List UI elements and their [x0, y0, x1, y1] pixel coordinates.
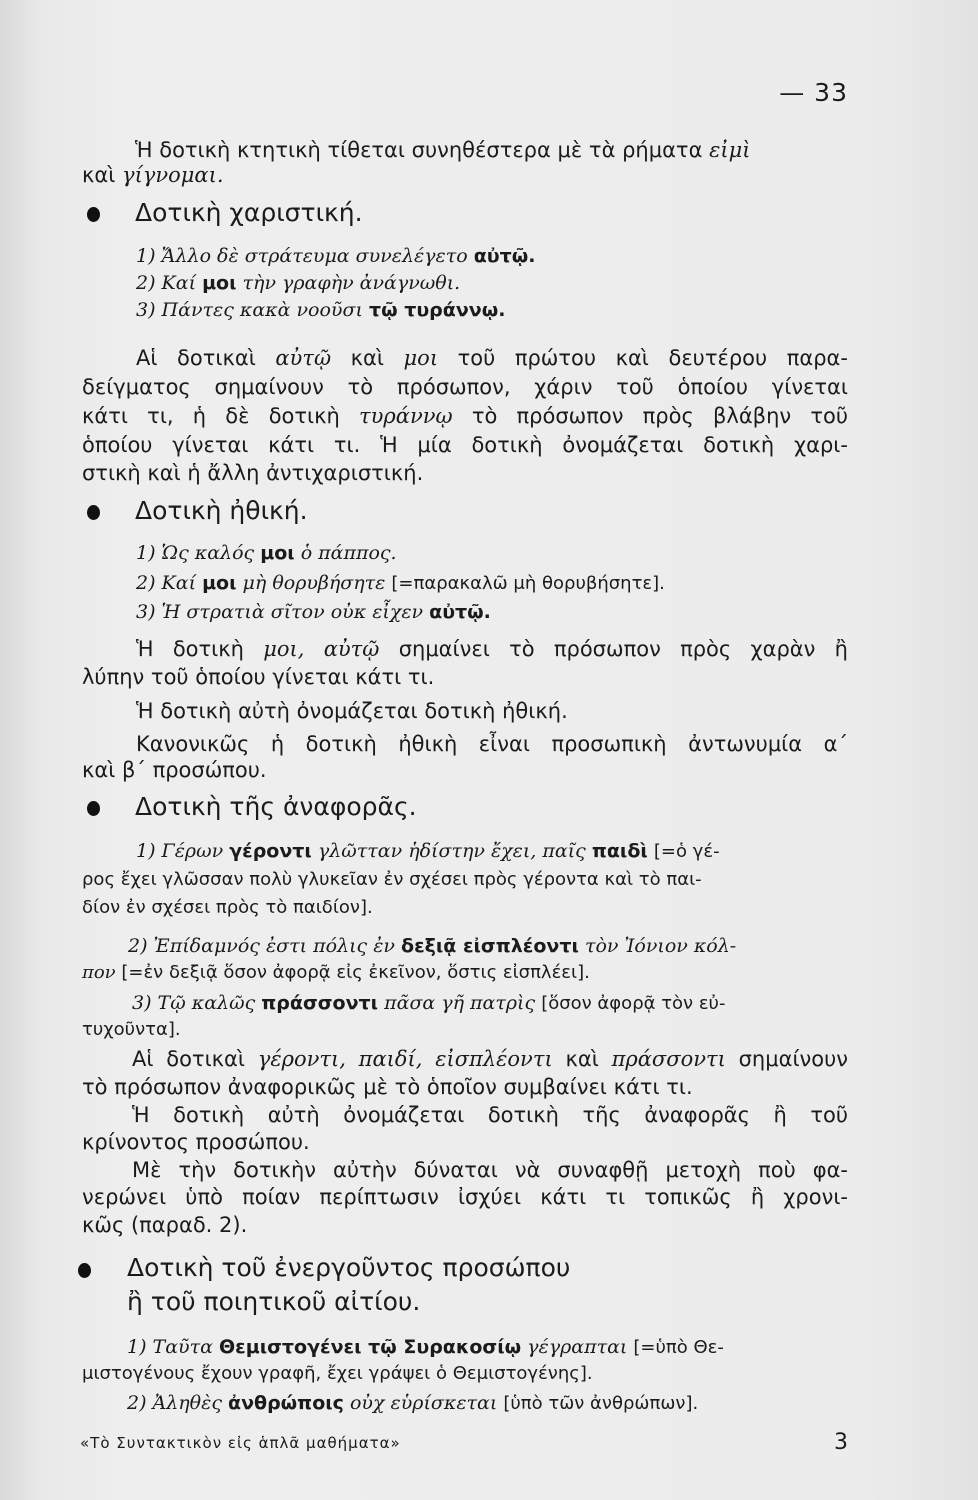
bullet-icon — [87, 505, 100, 520]
example-2-3: 3) Ἡ στρατιὰ σῖτον οὐκ εἶχεν αὐτῷ. — [136, 601, 491, 623]
bullet-icon — [78, 1263, 91, 1278]
bullet-icon — [87, 207, 100, 222]
s3-para-line-3: Ἡ δοτικὴ αὐτὴ ὀνομάζεται δοτικὴ τῆς ἀναφορᾶς ἢ τοῦ — [132, 1103, 848, 1127]
s1-para-line-5: στικὴ καὶ ἡ ἄλλη ἀντιχαριστική. — [82, 461, 424, 485]
s3-para-line-1: Αἱ δοτικαὶ γέροντι, παιδί, εἰσπλέοντι καὶ πράσσοντι σημαίνουν — [132, 1047, 849, 1071]
intro-line-1 — [135, 137, 751, 163]
example-3-1-line-2: ρος ἔχει γλῶσσαν πολὺ γλυκεῖαν ἐν σχέσει πρὸς γέροντα καὶ τὸ παι- — [82, 869, 702, 890]
example-1-1: 1) Ἄλλο δὲ στράτευμα συνελέγετο αὐτῷ. — [136, 245, 536, 267]
intro-line-2 — [82, 162, 224, 188]
example-2-1: 1) Ὡς καλός μοι ὁ πάππος. — [136, 542, 397, 564]
example-1-2: 2) Καί μοι τὴν γραφὴν ἀνάγνωθι. — [136, 272, 461, 294]
example-3-1: 1) Γέρων γέροντι γλῶτταν ἡδίστην ἔχει, παῖς παιδὶ [=ὁ γέ- — [136, 840, 720, 862]
footer-signature-number: 3 — [834, 1430, 848, 1455]
s3-para-line-6: νερώνει ὑπὸ ποίαν περίπτωσιν ἰσχύει κάτι τι τοπικῶς ἢ χρονι- — [82, 1185, 848, 1209]
heading-dative-of-agent-line-2: ἢ τοῦ ποιητικοῦ αἰτίου. — [127, 1287, 421, 1316]
s2-para-line-4: Κανονικῶς ἡ δοτικὴ ἠθικὴ εἶναι προσωπικὴ ἀντωνυμία α΄ — [136, 732, 848, 756]
bullet-icon — [87, 801, 100, 816]
heading-dative-of-interest: Δοτικὴ χαριστική. — [135, 198, 363, 227]
s2-para-line-5: καὶ β΄ προσώπου. — [82, 758, 267, 782]
page-number: — 33 — [779, 78, 848, 107]
s1-para-line-4: ὁποίου γίνεται κάτι τι. Ἡ μία δοτικὴ ὀνομάζεται δοτικὴ χαρι- — [82, 433, 848, 457]
s3-para-line-2: τὸ πρόσωπον ἀναφορικῶς μὲ τὸ ὁποῖον συμβαίνει κάτι τι. — [82, 1075, 693, 1099]
s3-para-line-5: Μὲ τὴν δοτικὴν αὐτὴν δύναται νὰ συναφθῇ μετοχὴ ποὺ φα- — [132, 1158, 848, 1182]
s3-para-line-4: κρίνοντος προσώπου. — [82, 1130, 310, 1154]
heading-dative-of-reference: Δοτικὴ τῆς ἀναφορᾶς. — [135, 792, 417, 821]
example-3-1-line-3: δίον ἐν σχέσει πρὸς τὸ παιδίον]. — [82, 897, 373, 918]
example-2-2: 2) Καί μοι μὴ θορυβήσητε [=παρακαλῶ μὴ θορυβήσητε]. — [136, 572, 665, 594]
example-4-1: 1) Ταῦτα Θεμιστογένει τῷ Συρακοσίῳ γέγραπται [=ὑπὸ Θε- — [127, 1336, 724, 1358]
heading-dative-of-agent-line-1: Δοτικὴ τοῦ ἐνεργοῦντος προσώπου — [127, 1253, 571, 1282]
example-3-2-line-2: πον [=ἐν δεξιᾷ ὅσον ἀφορᾷ εἰς ἐκεῖνον, ὅστις εἰσπλέει]. — [82, 962, 590, 983]
footer-book-title: «Τὸ Συντακτικὸν εἰς ἁπλᾶ μαθήματα» — [80, 1434, 401, 1452]
example-4-1-line-2: μιστογένους ἔχουν γραφῆ, ἔχει γράψει ὁ Θεμιστογένης]. — [82, 1363, 593, 1384]
example-1-3: 3) Πάντες κακὰ νοοῦσι τῷ τυράννῳ. — [136, 299, 506, 321]
intro-word-gignomai: γίγνομαι. — [122, 163, 224, 187]
s1-para-line-3: κάτι τι, ἡ δὲ δοτικὴ τυράννῳ τὸ πρόσωπον πρὸς βλάβην τοῦ — [82, 404, 848, 428]
s2-para-line-1: Ἡ δοτικὴ μοι, αὐτῷ σημαίνει τὸ πρόσωπον πρὸς χαρὰν ἢ — [136, 637, 848, 661]
s2-para-line-2: λύπην τοῦ ὁποίου γίνεται κάτι τι. — [82, 665, 435, 689]
example-4-2: 2) Ἀληθὲς ἀνθρώποις οὐχ εὑρίσκεται [ὑπὸ τῶν ἀνθρώπων]. — [127, 1392, 699, 1414]
s1-para-line-1: Αἱ δοτικαὶ αὐτῷ καὶ μοι τοῦ πρώτου καὶ δευτέρου παρα- — [136, 346, 848, 370]
example-3-2: 2) Ἐπίδαμνός ἐστι πόλις ἐν δεξιᾷ εἰσπλέοντι τὸν Ἰόνιον κόλ- — [128, 935, 737, 957]
intro-text: Ἡ δοτικὴ κτητικὴ τίθεται συνηθέστερα μὲ τὰ ρήματα — [135, 138, 703, 162]
s2-para-line-3: Ἡ δοτικὴ αὐτὴ ὀνομάζεται δοτικὴ ἠθική. — [136, 699, 568, 723]
intro-text-2: καὶ — [82, 163, 116, 187]
s1-para-line-2: δείγματος σημαίνουν τὸ πρόσωπον, χάριν τοῦ ὁποίου γίνεται — [82, 375, 848, 399]
s3-para-line-7: κῶς (παραδ. 2). — [82, 1213, 248, 1237]
heading-ethical-dative: Δοτικὴ ἠθική. — [135, 496, 308, 525]
example-3-3-line-2: τυχοῦντα]. — [82, 1019, 181, 1040]
intro-word-eimi: εἰμὶ — [709, 138, 751, 162]
example-3-3: 3) Τῷ καλῶς πράσσοντι πᾶσα γῆ πατρὶς [ὅσον ἀφορᾷ τὸν εὐ- — [132, 992, 726, 1014]
